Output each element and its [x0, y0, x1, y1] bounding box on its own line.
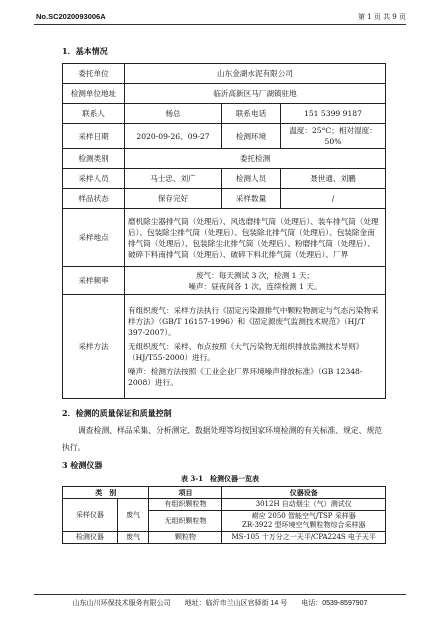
freq-line-2: 噪声：昼夜间各 1 次，连续检测 1 天。 [188, 281, 322, 291]
method-value [125, 295, 386, 399]
testing-category: 检测仪器 [63, 532, 118, 544]
item-particulate: 颗粒物 [149, 532, 222, 544]
section-1-title: 1．基本情况 [62, 46, 108, 56]
status-value: 保存完好 [125, 189, 222, 209]
method-organized: 有组织废气：采样方法执行《固定污染源排气中颗粒物测定与气态污染物采样方法》（GB/T 16157-1996）和《固定源废气监测技术规范》（HJ/T 397-2007）。 [128, 306, 379, 337]
sampling-subcategory: 废气 [117, 499, 149, 532]
type-value: 委托检测 [125, 149, 386, 169]
address-value: 临沂高新区马厂湖镇驻地 [125, 84, 386, 104]
basic-info-table [62, 63, 386, 399]
method-unorganized: 无组织废气：采样、布点按照《大气污染物无组织排放监测技术导则》（HJ/T55-2000）进行。 [128, 342, 364, 362]
phone-value: 151 5399 9187 [281, 104, 386, 124]
footer-divider [34, 594, 406, 595]
device-balance: MS-105 十万分之一天平/CPA224S 电子天平 [222, 532, 386, 544]
section-2-body: 调查检测、样品采集、分析测定、数据处理等均按国家环境检测的有关标准、规定、规范执行。 [62, 426, 383, 452]
footer-company-info: 山东山川环保技术服务有限公司 地址：临沂市兰山区官驿街 14 号 电话：0539-8597907 [72, 600, 368, 607]
header-category: 类 别 [63, 487, 149, 499]
qty-value: / [281, 189, 386, 209]
site-label: 采样地点 [63, 209, 125, 267]
contact-label: 联系人 [63, 104, 125, 124]
client-label: 委托单位 [63, 64, 125, 84]
sampler-label: 采样人员 [63, 169, 125, 189]
header-divider [34, 24, 406, 25]
method-label: 采样方法 [63, 295, 125, 399]
contact-value: 杨总 [125, 104, 222, 124]
sampler-value: 马士忠、刘广 [125, 169, 222, 189]
env-label: 检测环境 [222, 124, 281, 149]
type-label: 检测类别 [63, 149, 125, 169]
device-2050: 崂应 2050 智能空气/TSP 采样器 [251, 512, 356, 520]
testing-subcategory: 废气 [117, 532, 149, 544]
freq-label: 采样频率 [63, 267, 125, 295]
env-value: 温度：25°C；相对湿度：50% [281, 124, 386, 149]
client-value: 山东金湖水泥有限公司 [125, 64, 386, 84]
date-value: 2020-09-26、09-27 [125, 124, 222, 149]
qty-label: 采样数量 [222, 189, 281, 209]
status-label: 样品状态 [63, 189, 125, 209]
item-organized-particulate: 有组织颗粒物 [149, 499, 222, 511]
address-label: 检测单位地址 [63, 84, 125, 104]
date-label: 采样日期 [63, 124, 125, 149]
header-item: 项目 [149, 487, 222, 499]
tester-value: 聂世通、刘鹏 [281, 169, 386, 189]
report-number: No.SC2020093006A [36, 12, 106, 21]
header-device: 仪器设备 [222, 487, 386, 499]
section-3-title: 3 检测仪器 [62, 460, 103, 470]
item-unorganized-particulate: 无组织颗粒物 [149, 511, 222, 532]
device-zr3922: ZR-3922 型环境空气颗粒物综合采样器 [241, 521, 366, 529]
phone-label: 联系电话 [222, 104, 281, 124]
device-samplers [222, 511, 386, 532]
table-3-1-caption: 表 3-1 检测仪器一览表 [180, 474, 260, 483]
freq-value [125, 267, 386, 295]
instrument-table [62, 486, 386, 544]
sampling-category: 采样仪器 [63, 499, 118, 532]
page-indicator: 第 1 页 共 9 页 [357, 13, 406, 21]
device-3012h: 3012H 自动烟尘（气）测试仪 [222, 499, 386, 511]
freq-line-1: 废气：每天测试 3 次，检测 1 天； [195, 270, 315, 280]
tester-label: 检测人员 [222, 169, 281, 189]
section-2-title: 2．检测的质量保证和质量控制 [62, 408, 172, 418]
method-noise: 噪声：检测方法按照《工业企业厂界环境噪声排放标准》（GB 12348-2008）进行。 [128, 367, 363, 387]
site-value: 磨机除尘器排气筒（处理后）、风选磨排气筒（处理后）、装车排气筒（处理后）、包装除尘排气筒（处理后）、包装除北排气筒（处理后）、包装除金南排气筒（处理后）、包装除尘北排气筒（处理后）、粉磨排气筒（处理后）、破碎下料南排气筒（处理后）、破碎下料北排气筒（处理后）、厂界 [125, 209, 386, 267]
